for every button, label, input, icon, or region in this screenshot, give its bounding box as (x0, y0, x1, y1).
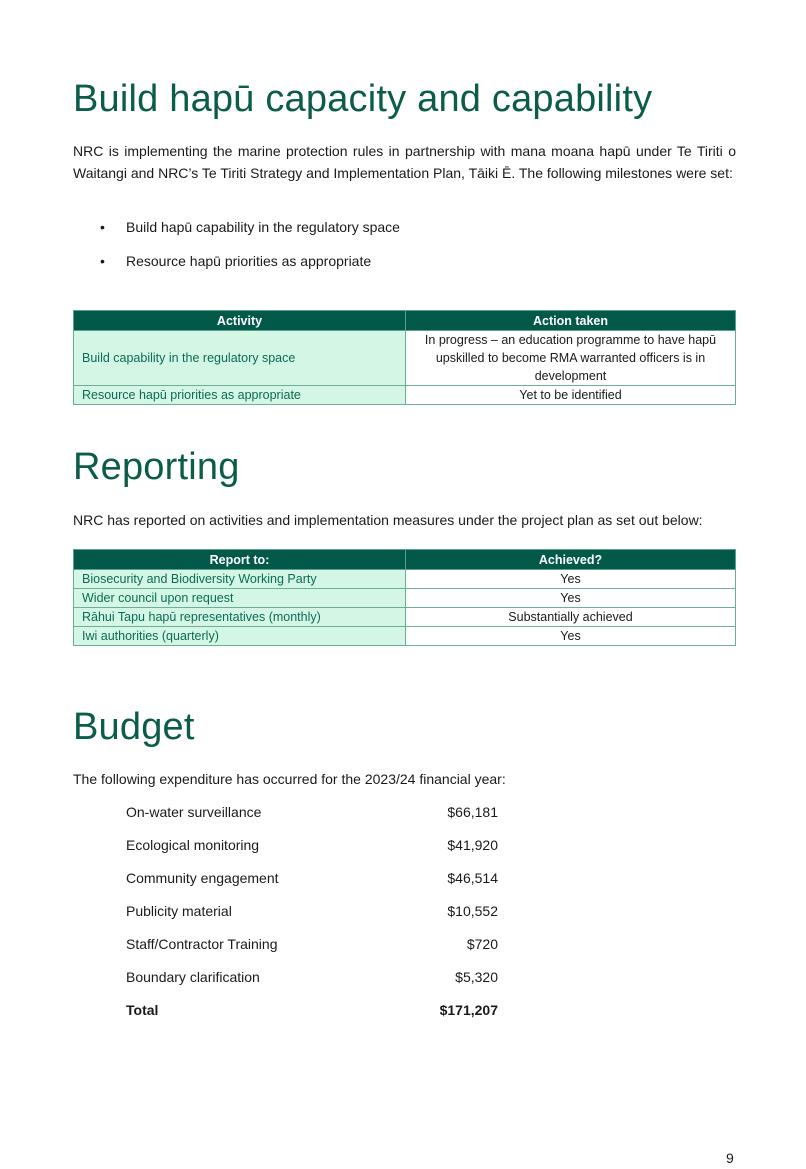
budget-row (126, 933, 498, 966)
activity-cell: Resource hapū priorities as appropriate (74, 386, 406, 405)
action-cell: Yet to be identified (406, 386, 736, 405)
reporting-table (73, 549, 736, 646)
budget-item-label: Boundary clarification (126, 969, 260, 985)
section-heading-budget: Budget (73, 706, 195, 748)
section-heading-capacity: Build hapū capacity and capability (73, 78, 653, 120)
budget-item-label: Staff/Contractor Training (126, 936, 278, 952)
budget-row (126, 801, 498, 834)
budget-row (126, 834, 498, 867)
milestones-list (73, 216, 736, 284)
table-row (74, 386, 736, 405)
budget-total-label: Total (126, 1002, 159, 1018)
budget-item-amount: $5,320 (455, 969, 498, 985)
column-header-achieved: Achieved? (406, 550, 736, 570)
activity-cell: Build capability in the regulatory space (74, 331, 406, 386)
achieved-cell: Yes (406, 627, 736, 646)
budget-item-label: Publicity material (126, 903, 232, 919)
column-header-report-to: Report to: (74, 550, 406, 570)
budget-total-amount: $171,207 (439, 1002, 498, 1018)
table-row (74, 589, 736, 608)
budget-item-label: On-water surveillance (126, 804, 262, 820)
bullet-icon: • (100, 219, 105, 235)
budget-list (126, 801, 498, 1032)
table-row (74, 570, 736, 589)
achieved-cell: Yes (406, 589, 736, 608)
budget-row (126, 867, 498, 900)
achieved-cell: Substantially achieved (406, 608, 736, 627)
capacity-intro-paragraph: NRC is implementing the marine protection rules in partnership with mana moana hapū under Te Tiriti o Waitangi and NRC’s Te Tiriti Strategy and Implementation Plan, Tāiki Ē. The following milestones were set: (73, 143, 736, 181)
budget-item-amount: $46,514 (447, 870, 498, 886)
report-to-cell: Iwi authorities (quarterly) (74, 627, 406, 646)
table-row (74, 627, 736, 646)
budget-item-amount: $720 (466, 936, 498, 952)
budget-total-row (126, 999, 498, 1032)
budget-item-amount: $66,181 (447, 804, 498, 820)
list-item: • Build hapū capability in the regulatory space (73, 216, 736, 250)
budget-intro-paragraph: The following expenditure has occurred for the 2023/24 financial year: (73, 771, 506, 787)
table-header-row (74, 311, 736, 331)
action-cell: In progress – an education programme to have hapū upskilled to become RMA warranted officers is in development (406, 331, 736, 386)
budget-item-label: Ecological monitoring (126, 837, 260, 853)
section-heading-reporting: Reporting (73, 446, 240, 488)
budget-row (126, 900, 498, 933)
column-header-action-taken: Action taken (406, 311, 736, 331)
report-to-cell: Wider council upon request (74, 589, 406, 608)
table-header-row (74, 550, 736, 570)
budget-item-amount: $41,920 (447, 837, 498, 853)
report-to-cell: Biosecurity and Biodiversity Working Party (74, 570, 406, 589)
budget-item-label: Community engagement (126, 870, 279, 886)
bullet-icon: • (100, 253, 105, 269)
table-row (74, 331, 736, 386)
activity-table (73, 310, 736, 405)
page-number: 9 (726, 1150, 734, 1166)
list-item: • Resource hapū priorities as appropriate (73, 250, 736, 284)
table-row (74, 608, 736, 627)
achieved-cell: Yes (406, 570, 736, 589)
budget-row (126, 966, 498, 999)
budget-item-amount: $10,552 (447, 903, 498, 919)
reporting-intro-paragraph: NRC has reported on activities and implementation measures under the project plan as set out below: (73, 512, 703, 528)
report-to-cell: Rāhui Tapu hapū representatives (monthly) (74, 608, 406, 627)
column-header-activity: Activity (74, 311, 406, 331)
